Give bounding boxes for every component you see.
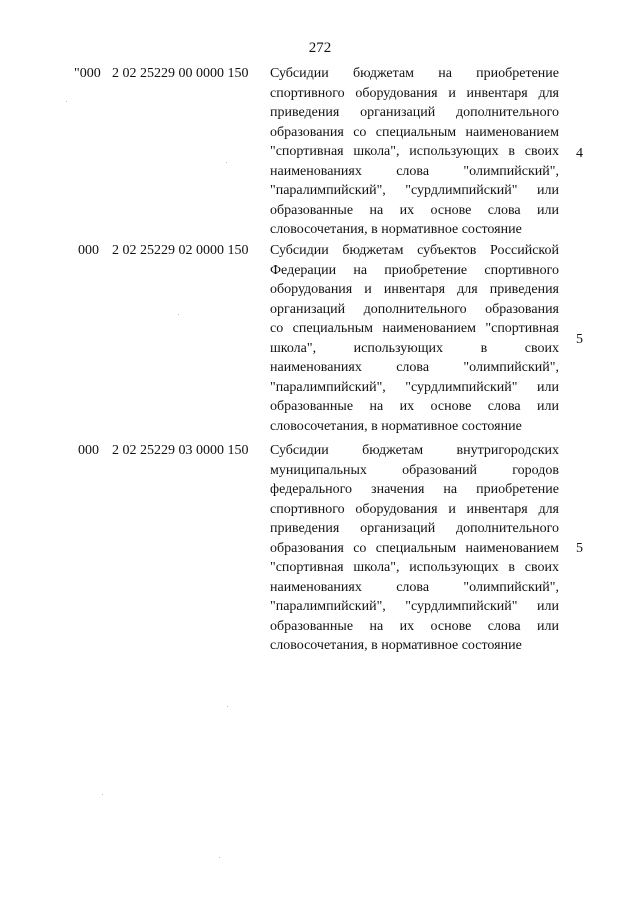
name-line: спортивного оборудования и инвентаря для <box>270 85 559 101</box>
name-line: приведения организаций дополнительного <box>270 521 559 536</box>
amount: 5 <box>576 332 583 347</box>
admin-code: 000 <box>78 243 99 258</box>
revenue-name <box>270 441 559 656</box>
budget-classification-code: 2 02 25229 03 0000 150 <box>112 443 249 458</box>
revenue-name <box>270 64 559 240</box>
name-line: словосочетания, в нормативное состояние <box>270 638 522 653</box>
scan-speck <box>66 101 67 102</box>
name-line: наименованиях слова "олимпийский", <box>270 579 559 595</box>
name-line: образованные на их основе слова или <box>270 399 559 414</box>
name-line: муниципальных образований городов <box>270 462 559 478</box>
name-line: образования со специальным наименованием <box>270 124 559 140</box>
scan-speck <box>227 706 228 707</box>
name-line: "спортивная школа", использующих в своих <box>270 560 559 575</box>
name-line: федерального значения на приобретение <box>270 482 559 497</box>
name-line: словосочетания, в нормативное состояние <box>270 418 522 434</box>
name-line: Субсидии бюджетам субъектов Российской <box>270 243 559 258</box>
admin-code: 000 <box>78 443 99 458</box>
scan-speck <box>102 794 103 795</box>
name-line: "спортивная школа", использующих в своих <box>270 144 559 159</box>
name-line: образованные на их основе слова или <box>270 618 559 634</box>
name-line: Субсидии бюджетам внутригородских <box>270 443 559 458</box>
name-line: образованные на их основе слова или <box>270 202 559 218</box>
name-line: со специальным наименованием "спортивная <box>270 321 559 336</box>
budget-classification-code: 2 02 25229 02 0000 150 <box>112 243 249 258</box>
name-line: "паралимпийский", "сурдлимпийский" или <box>270 599 559 614</box>
scan-speck <box>178 314 179 315</box>
revenue-name <box>270 241 559 436</box>
name-line: оборудования и инвентаря для приведения <box>270 282 559 297</box>
name-line: школа", использующих в своих <box>270 340 559 356</box>
name-line: наименованиях слова "олимпийский", <box>270 360 559 375</box>
budget-classification-code: 2 02 25229 00 0000 150 <box>112 66 249 81</box>
name-line: спортивного оборудования и инвентаря для <box>270 501 559 517</box>
name-line: организаций дополнительного образования <box>270 301 559 317</box>
scan-speck <box>219 857 220 858</box>
name-line: Федерации на приобретение спортивного <box>270 262 559 278</box>
admin-code: "000 <box>74 66 101 81</box>
name-line: приведения организаций дополнительного <box>270 105 559 120</box>
amount: 4 <box>576 146 583 161</box>
scan-speck <box>226 162 227 163</box>
name-line: образования со специальным наименованием <box>270 540 559 556</box>
name-line: "паралимпийский", "сурдлимпийский" или <box>270 183 559 198</box>
name-line: Субсидии бюджетам на приобретение <box>270 66 559 81</box>
name-line: словосочетания, в нормативное состояние <box>270 222 522 237</box>
name-line: наименованиях слова "олимпийский", <box>270 163 559 179</box>
page-number: 272 <box>308 40 332 56</box>
amount: 5 <box>576 541 583 556</box>
name-line: "паралимпийский", "сурдлимпийский" или <box>270 379 559 395</box>
